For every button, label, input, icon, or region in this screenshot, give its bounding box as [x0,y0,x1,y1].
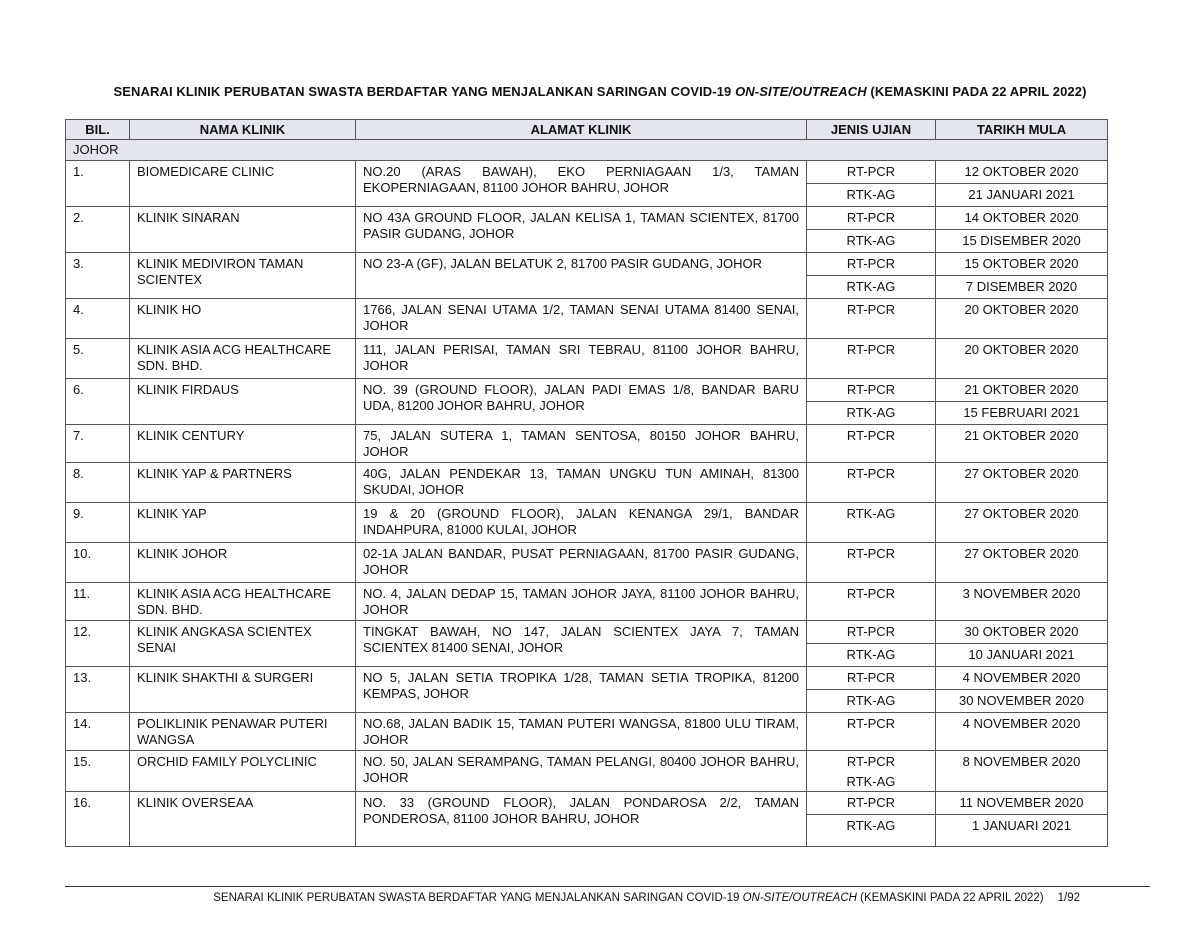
header-bil: BIL. [66,120,130,140]
start-date-cell [936,583,1108,621]
test-type: RT-PCR [846,754,896,769]
row-number: 1. [66,161,130,207]
test-type-cell [807,503,936,543]
clinic-name: ORCHID FAMILY POLYCLINIC [130,751,356,792]
clinic-name: KLINIK FIRDAUS [130,379,356,425]
table-row [66,583,1108,621]
clinic-name: KLINIK HO [130,299,356,339]
clinic-address: 75, JALAN SUTERA 1, TAMAN SENTOSA, 80150 JOHOR BAHRU, JOHOR [356,425,807,463]
clinic-name: KLINIK ASIA ACG HEALTHCARE SDN. BHD. [130,339,356,379]
table-row [66,667,1108,713]
test-type-cell [807,463,936,503]
row-number: 3. [66,253,130,299]
test-type: RT-PCR [846,624,896,639]
test-type: RTK-AG [807,643,935,666]
test-type-cell [807,543,936,583]
table-row [66,339,1108,379]
header-jenis-ujian: JENIS UJIAN [807,120,936,140]
test-type-cell [807,792,936,847]
test-type-cell [807,379,936,425]
table-row [66,253,1108,299]
clinic-name: KLINIK ASIA ACG HEALTHCARE SDN. BHD. [130,583,356,621]
test-type: RTK-AG [846,506,896,521]
row-number: 13. [66,667,130,713]
page-footer [0,892,1080,904]
clinic-address: NO 23-A (GF), JALAN BELATUK 2, 81700 PASIR GUDANG, JOHOR [356,253,807,299]
clinic-address: NO 43A GROUND FLOOR, JALAN KELISA 1, TAMAN SCIENTEX, 81700 PASIR GUDANG, JOHOR [356,207,807,253]
start-date: 20 OKTOBER 2020 [964,342,1079,357]
footer-italic-text: ON-SITE/OUTREACH [742,892,857,904]
start-date: 1 JANUARI 2021 [936,814,1107,837]
start-date-cell [936,161,1108,207]
start-date: 11 NOVEMBER 2020 [959,795,1084,810]
start-date-cell [936,503,1108,543]
footer-date-text: (KEMASKINI PADA 22 APRIL 2022) [856,892,1044,904]
table-row [66,792,1108,847]
test-type: RT-PCR [846,302,896,317]
table-row [66,463,1108,503]
header-alamat-klinik: ALAMAT KLINIK [356,120,807,140]
start-date-cell [936,792,1108,847]
test-type-cell [807,667,936,713]
clinic-address: NO. 50, JALAN SERAMPANG, TAMAN PELANGI, 80400 JOHOR BAHRU, JOHOR [356,751,807,792]
start-date: 27 OKTOBER 2020 [964,466,1079,481]
clinic-address: NO.68, JALAN BADIK 15, TAMAN PUTERI WANGSA, 81800 ULU TIRAM, JOHOR [356,713,807,751]
start-date: 15 OKTOBER 2020 [964,256,1079,271]
test-type-cell [807,713,936,751]
table-row [66,299,1108,339]
start-date: 12 OKTOBER 2020 [964,164,1079,179]
state-label: JOHOR [66,140,1108,161]
start-date: 20 OKTOBER 2020 [964,302,1079,317]
start-date: 4 NOVEMBER 2020 [962,670,1081,685]
test-type: RT-PCR [846,256,896,271]
test-type: RT-PCR [846,546,896,561]
test-type: RT-PCR [846,382,896,397]
clinic-address: NO 5, JALAN SETIA TROPIKA 1/28, TAMAN SETIA TROPIKA, 81200 KEMPAS, JOHOR [356,667,807,713]
test-type: RT-PCR [846,795,896,810]
state-row [66,140,1108,161]
start-date-cell [936,667,1108,713]
page-title [0,84,1200,99]
table-row [66,621,1108,667]
test-type-cell [807,425,936,463]
clinic-name: KLINIK YAP [130,503,356,543]
table-row [66,503,1108,543]
test-type: RT-PCR [846,586,896,601]
start-date: 30 OKTOBER 2020 [964,624,1079,639]
start-date-cell [936,253,1108,299]
table-row [66,207,1108,253]
row-number: 15. [66,751,130,792]
row-number: 6. [66,379,130,425]
footer-divider [65,886,1150,887]
row-number: 7. [66,425,130,463]
test-type-cell [807,253,936,299]
test-type: RTK-AG [807,229,935,252]
page-number: 1/92 [1057,892,1080,904]
row-number: 11. [66,583,130,621]
clinic-name: KLINIK MEDIVIRON TAMAN SCIENTEX [130,253,356,299]
test-type: RT-PCR [846,466,896,481]
test-type: RT-PCR [846,342,896,357]
test-type: RTK-AG [807,275,935,298]
clinic-name: KLINIK CENTURY [130,425,356,463]
table-row [66,543,1108,583]
clinic-name: POLIKLINIK PENAWAR PUTERI WANGSA [130,713,356,751]
start-date [936,773,1107,791]
start-date: 3 NOVEMBER 2020 [962,586,1081,601]
clinic-address: 02-1A JALAN BANDAR, PUSAT PERNIAGAAN, 81700 PASIR GUDANG, JOHOR [356,543,807,583]
table-row [66,713,1108,751]
start-date-cell [936,339,1108,379]
clinic-address: 19 & 20 (GROUND FLOOR), JALAN KENANGA 29/1, BANDAR INDAHPURA, 81000 KULAI, JOHOR [356,503,807,543]
table-row [66,379,1108,425]
start-date: 30 NOVEMBER 2020 [936,689,1107,712]
clinic-address: TINGKAT BAWAH, NO 147, JALAN SCIENTEX JAYA 7, TAMAN SCIENTEX 81400 SENAI, JOHOR [356,621,807,667]
start-date: 15 FEBRUARI 2021 [936,401,1107,424]
clinic-name: KLINIK SINARAN [130,207,356,253]
row-number: 4. [66,299,130,339]
row-number: 5. [66,339,130,379]
row-number: 10. [66,543,130,583]
start-date: 27 OKTOBER 2020 [964,506,1079,521]
row-number: 9. [66,503,130,543]
test-type: RTK-AG [807,689,935,712]
start-date-cell [936,543,1108,583]
row-number: 16. [66,792,130,847]
table-row [66,425,1108,463]
start-date-cell [936,621,1108,667]
start-date-cell [936,299,1108,339]
start-date: 15 DISEMBER 2020 [936,229,1107,252]
start-date-cell [936,207,1108,253]
start-date-cell [936,425,1108,463]
start-date-cell [936,713,1108,751]
table-header-row [66,120,1108,140]
test-type: RT-PCR [846,210,896,225]
clinic-address: 40G, JALAN PENDEKAR 13, TAMAN UNGKU TUN AMINAH, 81300 SKUDAI, JOHOR [356,463,807,503]
header-nama-klinik: NAMA KLINIK [130,120,356,140]
test-type: RT-PCR [846,716,896,731]
clinic-address: 111, JALAN PERISAI, TAMAN SRI TEBRAU, 81100 JOHOR BAHRU, JOHOR [356,339,807,379]
table-row [66,751,1108,792]
test-type: RT-PCR [846,428,896,443]
row-number: 14. [66,713,130,751]
table-body [66,140,1108,847]
title-text: SENARAI KLINIK PERUBATAN SWASTA BERDAFTAR YANG MENJALANKAN SARINGAN COVID-19 [113,84,736,99]
test-type-cell [807,207,936,253]
clinic-name: KLINIK OVERSEAA [130,792,356,847]
clinic-address: NO. 33 (GROUND FLOOR), JALAN PONDAROSA 2/2, TAMAN PONDEROSA, 81100 JOHOR BAHRU, JOHOR [356,792,807,847]
clinic-table [65,119,1108,847]
start-date: 7 DISEMBER 2020 [936,275,1107,298]
test-type: RTK-AG [807,814,935,837]
start-date: 4 NOVEMBER 2020 [962,716,1081,731]
test-type-cell [807,621,936,667]
clinic-name: KLINIK YAP & PARTNERS [130,463,356,503]
clinic-name: BIOMEDICARE CLINIC [130,161,356,207]
clinic-name: KLINIK ANGKASA SCIENTEX SENAI [130,621,356,667]
row-number: 8. [66,463,130,503]
start-date-cell [936,751,1108,792]
clinic-address: 1766, JALAN SENAI UTAMA 1/2, TAMAN SENAI UTAMA 81400 SENAI, JOHOR [356,299,807,339]
start-date: 27 OKTOBER 2020 [964,546,1079,561]
test-type: RTK-AG [807,183,935,206]
title-date-text: (KEMASKINI PADA 22 APRIL 2022) [866,84,1087,99]
clinic-address: NO. 39 (GROUND FLOOR), JALAN PADI EMAS 1/8, BANDAR BARU UDA, 81200 JOHOR BAHRU, JOHOR [356,379,807,425]
footer-text: SENARAI KLINIK PERUBATAN SWASTA BERDAFTAR YANG MENJALANKAN SARINGAN COVID-19 [213,892,743,904]
header-tarikh-mula: TARIKH MULA [936,120,1108,140]
table-row [66,161,1108,207]
test-type: RTK-AG [807,401,935,424]
test-type: RT-PCR [846,164,896,179]
clinic-name: KLINIK JOHOR [130,543,356,583]
start-date-cell [936,379,1108,425]
clinic-address: NO.20 (ARAS BAWAH), EKO PERNIAGAAN 1/3, TAMAN EKOPERNIAGAAN, 81100 JOHOR BAHRU, JOHOR [356,161,807,207]
test-type: RT-PCR [846,670,896,685]
start-date: 8 NOVEMBER 2020 [962,754,1081,769]
clinic-address: NO. 4, JALAN DEDAP 15, TAMAN JOHOR JAYA, 81100 JOHOR BAHRU, JOHOR [356,583,807,621]
start-date: 21 OKTOBER 2020 [964,428,1079,443]
start-date: 14 OKTOBER 2020 [964,210,1079,225]
start-date: 10 JANUARI 2021 [936,643,1107,666]
test-type-cell [807,583,936,621]
start-date: 21 OKTOBER 2020 [964,382,1079,397]
test-type-cell [807,299,936,339]
row-number: 12. [66,621,130,667]
test-type-cell [807,751,936,792]
title-italic-text: ON-SITE/OUTREACH [735,84,867,99]
start-date-cell [936,463,1108,503]
start-date: 21 JANUARI 2021 [936,183,1107,206]
test-type: RTK-AG [846,774,896,789]
row-number: 2. [66,207,130,253]
test-type-cell [807,161,936,207]
clinic-name: KLINIK SHAKTHI & SURGERI [130,667,356,713]
test-type-cell [807,339,936,379]
